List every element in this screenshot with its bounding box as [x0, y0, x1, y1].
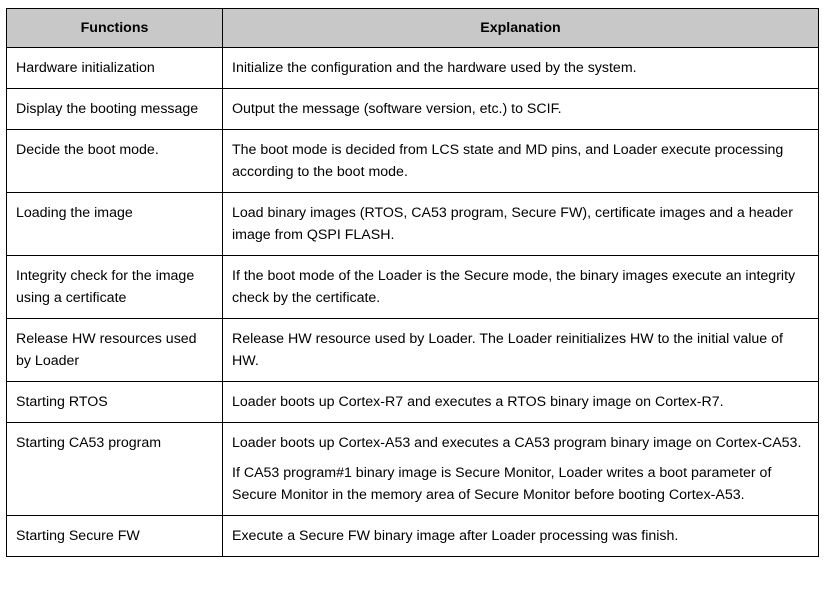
function-cell: Release HW resources used by Loader	[7, 319, 223, 382]
functions-table	[6, 8, 819, 557]
explanation-cell	[223, 319, 819, 382]
table-header-row	[7, 9, 819, 48]
explanation-cell	[223, 423, 819, 516]
explanation-cell	[223, 130, 819, 193]
explanation-text: Load binary images (RTOS, CA53 program, Secure FW), certificate images and a header image from QSPI FLASH.	[232, 205, 793, 243]
function-cell: Starting RTOS	[7, 382, 223, 423]
explanation-cell	[223, 48, 819, 89]
function-cell: Starting Secure FW	[7, 516, 223, 557]
explanation-cell	[223, 193, 819, 256]
table-row	[7, 319, 819, 382]
explanation-cell	[223, 516, 819, 557]
explanation-text: Execute a Secure FW binary image after Loader processing was finish.	[232, 528, 679, 544]
function-cell: Hardware initialization	[7, 48, 223, 89]
table-row	[7, 423, 819, 516]
function-cell: Integrity check for the image using a certificate	[7, 256, 223, 319]
explanation-cell	[223, 89, 819, 130]
explanation-text: Loader boots up Cortex-A53 and executes a CA53 program binary image on Cortex-CA53.	[232, 435, 802, 451]
table-row	[7, 193, 819, 256]
table-row	[7, 48, 819, 89]
table-row	[7, 89, 819, 130]
function-cell: Decide the boot mode.	[7, 130, 223, 193]
functions-table-container	[6, 8, 819, 557]
explanation-text: If CA53 program#1 binary image is Secure Monitor, Loader writes a boot parameter of Secure Monitor in the memory area of Secure Monitor before booting Cortex-A53.	[232, 465, 772, 503]
table-row	[7, 256, 819, 319]
header-functions: Functions	[7, 9, 223, 48]
explanation-cell	[223, 256, 819, 319]
table-row	[7, 382, 819, 423]
explanation-text: Output the message (software version, etc.) to SCIF.	[232, 101, 562, 117]
header-explanation: Explanation	[223, 9, 819, 48]
explanation-text: Loader boots up Cortex-R7 and executes a RTOS binary image on Cortex-R7.	[232, 394, 724, 410]
explanation-cell	[223, 382, 819, 423]
explanation-text: Release HW resource used by Loader. The Loader reinitializes HW to the initial value of HW.	[232, 331, 783, 369]
table-row	[7, 516, 819, 557]
explanation-text: The boot mode is decided from LCS state and MD pins, and Loader execute processing according to the boot mode.	[232, 142, 784, 180]
explanation-text: Initialize the configuration and the hardware used by the system.	[232, 60, 637, 76]
explanation-text: If the boot mode of the Loader is the Secure mode, the binary images execute an integrity check by the certificate.	[232, 268, 796, 306]
function-cell: Display the booting message	[7, 89, 223, 130]
table-row	[7, 130, 819, 193]
function-cell: Starting CA53 program	[7, 423, 223, 516]
function-cell: Loading the image	[7, 193, 223, 256]
